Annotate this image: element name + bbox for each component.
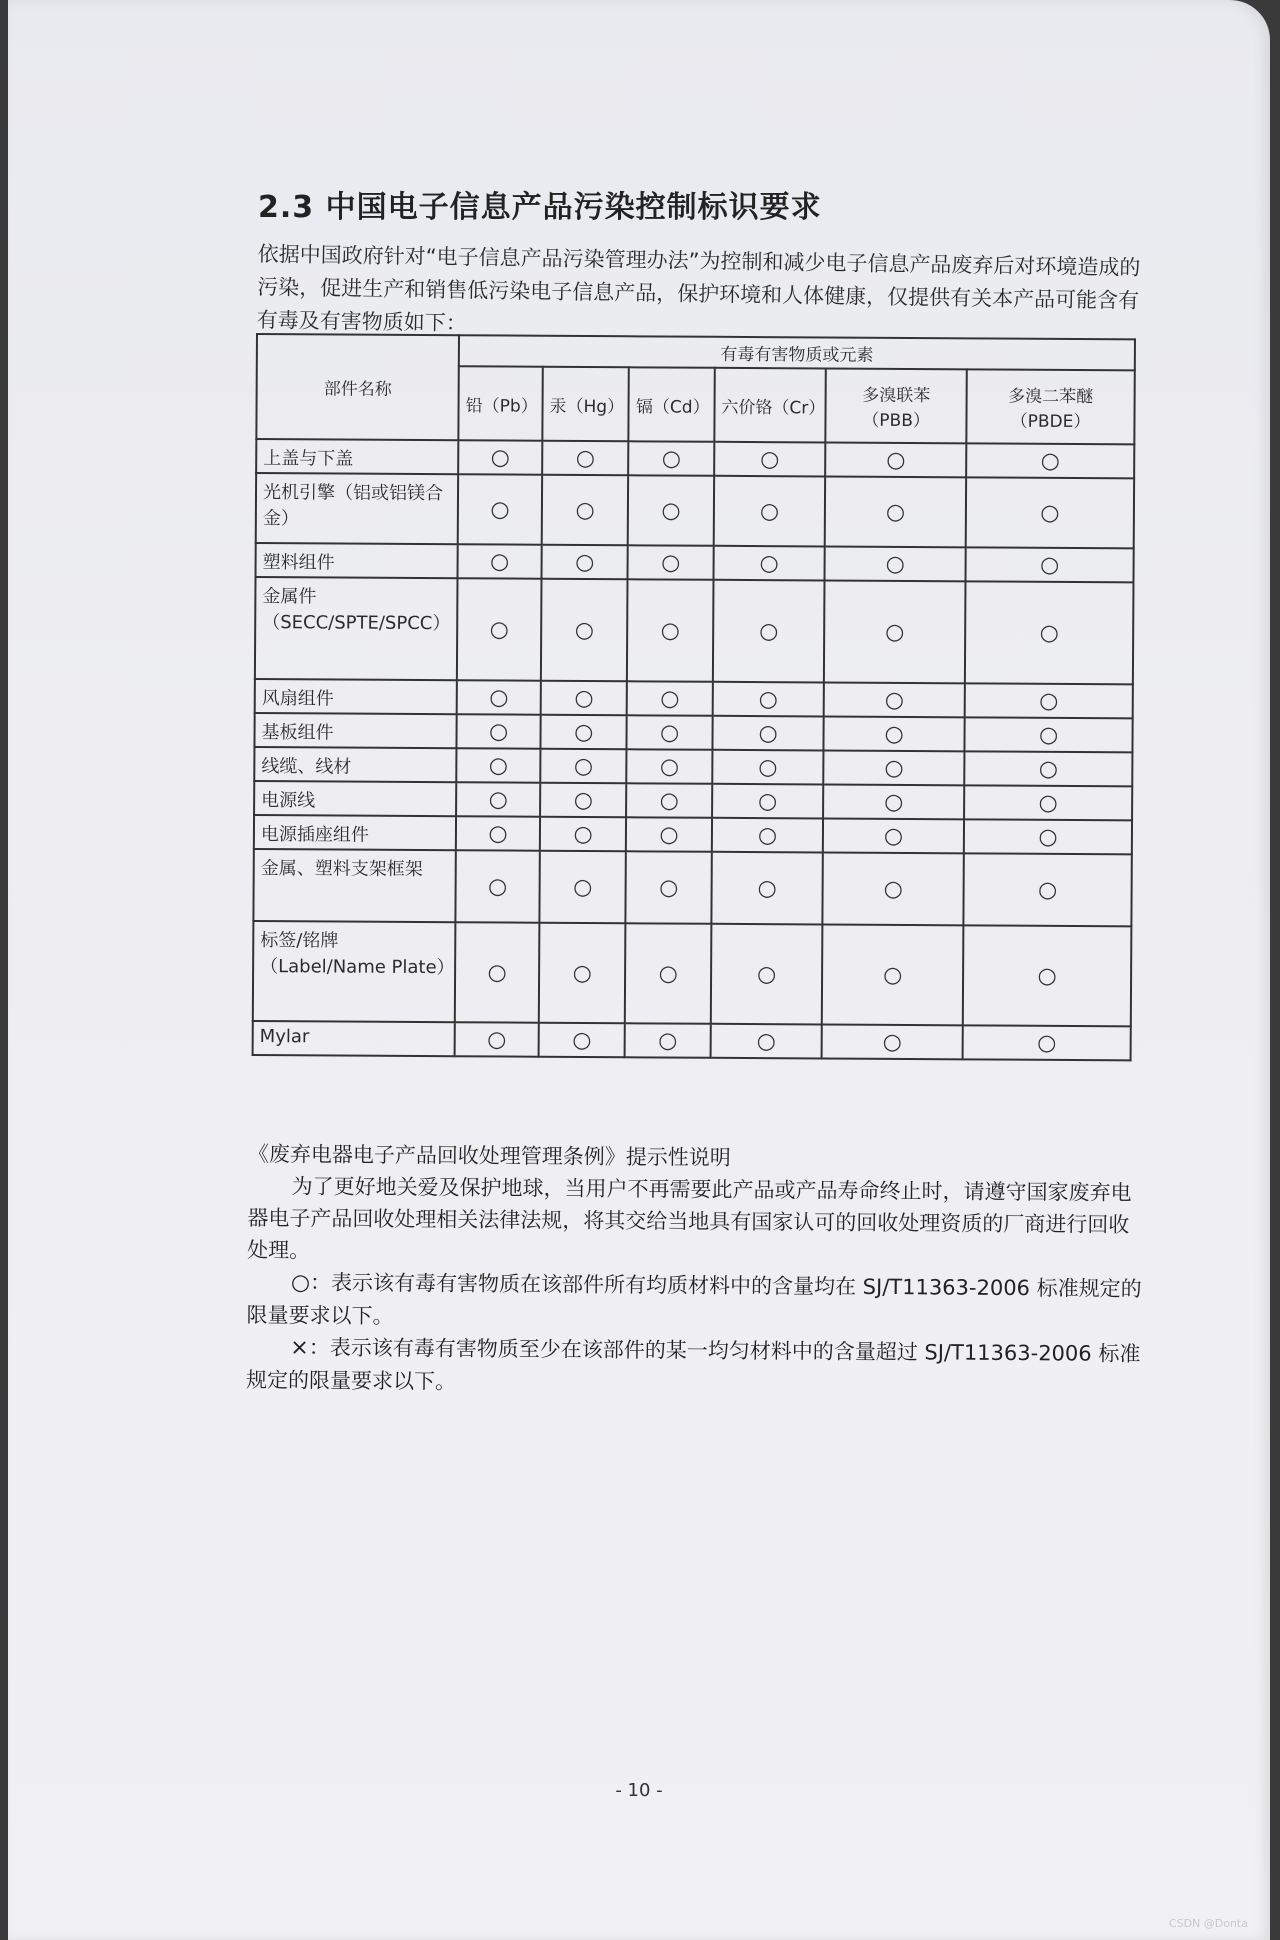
mark-cell: ○ bbox=[456, 748, 540, 783]
mark-cell: ○ bbox=[963, 1025, 1131, 1060]
part-name-cell: 电源插座组件 bbox=[254, 815, 456, 850]
mark-cell: ○ bbox=[626, 783, 712, 818]
part-name-cell: 上盖与下盖 bbox=[256, 439, 458, 474]
mark-cell: ○ bbox=[628, 475, 714, 546]
table-row bbox=[254, 747, 1132, 786]
substance-header-hg: 汞（Hg） bbox=[542, 367, 629, 442]
mark-cell: ○ bbox=[712, 818, 824, 853]
mark-cell: ○ bbox=[964, 785, 1132, 820]
table-row bbox=[256, 543, 1134, 582]
table-row bbox=[255, 679, 1133, 718]
circle-legend bbox=[246, 1266, 1146, 1338]
mark-cell: ○ bbox=[823, 784, 964, 819]
intro-paragraph: 依据中国政府针对“电子信息产品污染管理办法”为控制和减少电子信息产品废弃后对环境造成的污染，促进生产和销售低污染电子信息产品，保护环境和人体健康，仅提供有关本产品可能含有有毒及有害物质如下： bbox=[256, 241, 1141, 336]
mark-cell: ○ bbox=[627, 681, 713, 716]
mark-cell: ○ bbox=[713, 546, 825, 581]
table-body bbox=[253, 439, 1135, 1060]
mark-cell: ○ bbox=[456, 782, 540, 817]
mark-cell: ○ bbox=[627, 579, 713, 682]
mark-cell: ○ bbox=[455, 1022, 539, 1057]
mark-cell: ○ bbox=[713, 682, 825, 717]
table-row bbox=[256, 473, 1134, 548]
mark-cell: ○ bbox=[540, 749, 627, 784]
mark-cell: ○ bbox=[458, 474, 542, 545]
mark-cell: ○ bbox=[542, 441, 629, 476]
mark-cell: ○ bbox=[625, 923, 711, 1024]
mark-cell: ○ bbox=[711, 924, 823, 1025]
mark-cell: ○ bbox=[824, 580, 965, 683]
mark-cell: ○ bbox=[542, 475, 629, 546]
cross-legend bbox=[246, 1331, 1146, 1403]
mark-cell: ○ bbox=[712, 716, 824, 751]
hazardous-substance-table-wrapper bbox=[252, 333, 1136, 1061]
mark-cell: ○ bbox=[539, 851, 626, 924]
mark-cell: ○ bbox=[965, 717, 1133, 752]
mark-cell: ○ bbox=[627, 749, 713, 784]
mark-cell: ○ bbox=[628, 545, 714, 580]
table-row bbox=[256, 439, 1134, 478]
table-row bbox=[254, 781, 1132, 820]
substance-header-pbb: 多溴联苯（PBB） bbox=[826, 368, 967, 443]
part-name-cell: 基板组件 bbox=[254, 713, 456, 748]
document-page bbox=[8, 0, 1270, 1940]
mark-cell: ○ bbox=[966, 443, 1134, 478]
substance-header-pb: 铅（Pb） bbox=[458, 366, 542, 441]
mark-cell: ○ bbox=[456, 816, 540, 851]
table-row bbox=[253, 849, 1131, 926]
table-row bbox=[255, 577, 1134, 684]
mark-cell: ○ bbox=[823, 852, 964, 925]
mark-cell: ○ bbox=[825, 476, 966, 547]
substance-header-pbde: 多溴二苯醚（PBDE） bbox=[966, 369, 1134, 444]
mark-cell: ○ bbox=[714, 442, 826, 477]
page-number: - 10 - bbox=[615, 1780, 663, 1801]
mark-cell: ○ bbox=[963, 853, 1131, 926]
mark-cell: ○ bbox=[823, 750, 964, 785]
part-name-cell: 光机引擎（铝或铝镁合金） bbox=[256, 473, 459, 544]
mark-cell: ○ bbox=[542, 545, 629, 580]
part-name-cell: 塑料组件 bbox=[256, 543, 458, 578]
mark-cell: ○ bbox=[626, 851, 712, 924]
substance-header-cd: 镉（Cd） bbox=[629, 367, 715, 442]
mark-cell: ○ bbox=[712, 784, 824, 819]
mark-cell: ○ bbox=[539, 923, 626, 1024]
mark-cell: ○ bbox=[540, 715, 627, 750]
part-name-cell: 风扇组件 bbox=[255, 679, 457, 714]
mark-cell: ○ bbox=[456, 850, 540, 923]
mark-cell: ○ bbox=[541, 579, 628, 682]
mark-cell: ○ bbox=[714, 476, 826, 547]
cross-legend-text: ：表示该有毒有害物质至少在该部件的某一均匀材料中的含量超过 SJ/T11363-2006 标准规定的限量要求以下。 bbox=[246, 1335, 1141, 1394]
mark-cell: ○ bbox=[540, 817, 627, 852]
mark-cell: ○ bbox=[824, 716, 965, 751]
table-header-row bbox=[257, 334, 1135, 370]
part-name-cell: 电源线 bbox=[254, 781, 456, 816]
part-name-cell: 金属、塑料支架框架 bbox=[253, 849, 456, 922]
part-name-cell: Mylar bbox=[253, 1021, 455, 1056]
mark-cell: ○ bbox=[965, 683, 1133, 718]
mark-cell: ○ bbox=[822, 1024, 963, 1059]
part-name-cell: 线缆、线材 bbox=[254, 747, 456, 782]
mark-cell: ○ bbox=[627, 715, 713, 750]
mark-cell: ○ bbox=[457, 714, 541, 749]
part-name-header: 部件名称 bbox=[256, 334, 459, 440]
mark-cell: ○ bbox=[625, 1023, 711, 1058]
mark-cell: ○ bbox=[457, 578, 541, 681]
watermark: CSDN @Donta bbox=[1168, 1917, 1248, 1930]
mark-cell: ○ bbox=[712, 750, 824, 785]
mark-cell: ○ bbox=[629, 441, 715, 476]
mark-cell: ○ bbox=[964, 751, 1132, 786]
mark-cell: ○ bbox=[822, 924, 963, 1025]
table-row bbox=[253, 1021, 1131, 1060]
cross-symbol: × bbox=[290, 1335, 309, 1361]
mark-cell: ○ bbox=[965, 581, 1134, 684]
substance-group-header: 有毒有害物质或元素 bbox=[459, 335, 1135, 370]
notes-title: 《废弃电器电子产品回收处理管理条例》提示性说明 bbox=[247, 1141, 731, 1170]
mark-cell: ○ bbox=[457, 680, 541, 715]
mark-cell: ○ bbox=[710, 1024, 822, 1059]
notes-paragraph: 为了更好地关爱及保护地球，当用户不再需要此产品或产品寿命终止时，请遵守国家废弃电器电子产品回收处理相关法律法规，将其交给当地具有国家认可的回收处理资质的厂商进行回收处理。 bbox=[247, 1174, 1132, 1263]
mark-cell: ○ bbox=[966, 477, 1134, 548]
mark-cell: ○ bbox=[713, 580, 825, 683]
table-row bbox=[253, 921, 1132, 1026]
mark-cell: ○ bbox=[824, 682, 965, 717]
mark-cell: ○ bbox=[541, 681, 628, 716]
mark-cell: ○ bbox=[825, 442, 966, 477]
table-row bbox=[254, 815, 1132, 854]
mark-cell: ○ bbox=[963, 925, 1132, 1026]
mark-cell: ○ bbox=[458, 544, 542, 579]
part-name-cell: 金属件（SECC/SPTE/SPCC） bbox=[255, 577, 458, 680]
section-heading: 2.3 中国电子信息产品污染控制标识要求 bbox=[258, 190, 822, 225]
notes-section bbox=[246, 1138, 1148, 1403]
substance-header-cr: 六价铬（Cr） bbox=[714, 368, 826, 443]
mark-cell: ○ bbox=[458, 440, 542, 475]
mark-cell: ○ bbox=[711, 852, 823, 925]
mark-cell: ○ bbox=[539, 1023, 626, 1058]
mark-cell: ○ bbox=[964, 819, 1132, 854]
mark-cell: ○ bbox=[966, 547, 1134, 582]
mark-cell: ○ bbox=[455, 922, 539, 1023]
mark-cell: ○ bbox=[823, 818, 964, 853]
mark-cell: ○ bbox=[540, 783, 627, 818]
part-name-cell: 标签/铭牌（Label/Name Plate） bbox=[253, 921, 456, 1022]
mark-cell: ○ bbox=[626, 817, 712, 852]
mark-cell: ○ bbox=[825, 546, 966, 581]
circle-symbol: ○ bbox=[290, 1270, 311, 1296]
circle-legend-text: ：表示该有毒有害物质在该部件所有均质材料中的含量均在 SJ/T11363-2006 标准规定的限量要求以下。 bbox=[246, 1270, 1142, 1329]
table-row bbox=[254, 713, 1132, 752]
hazardous-substance-table bbox=[252, 333, 1136, 1061]
